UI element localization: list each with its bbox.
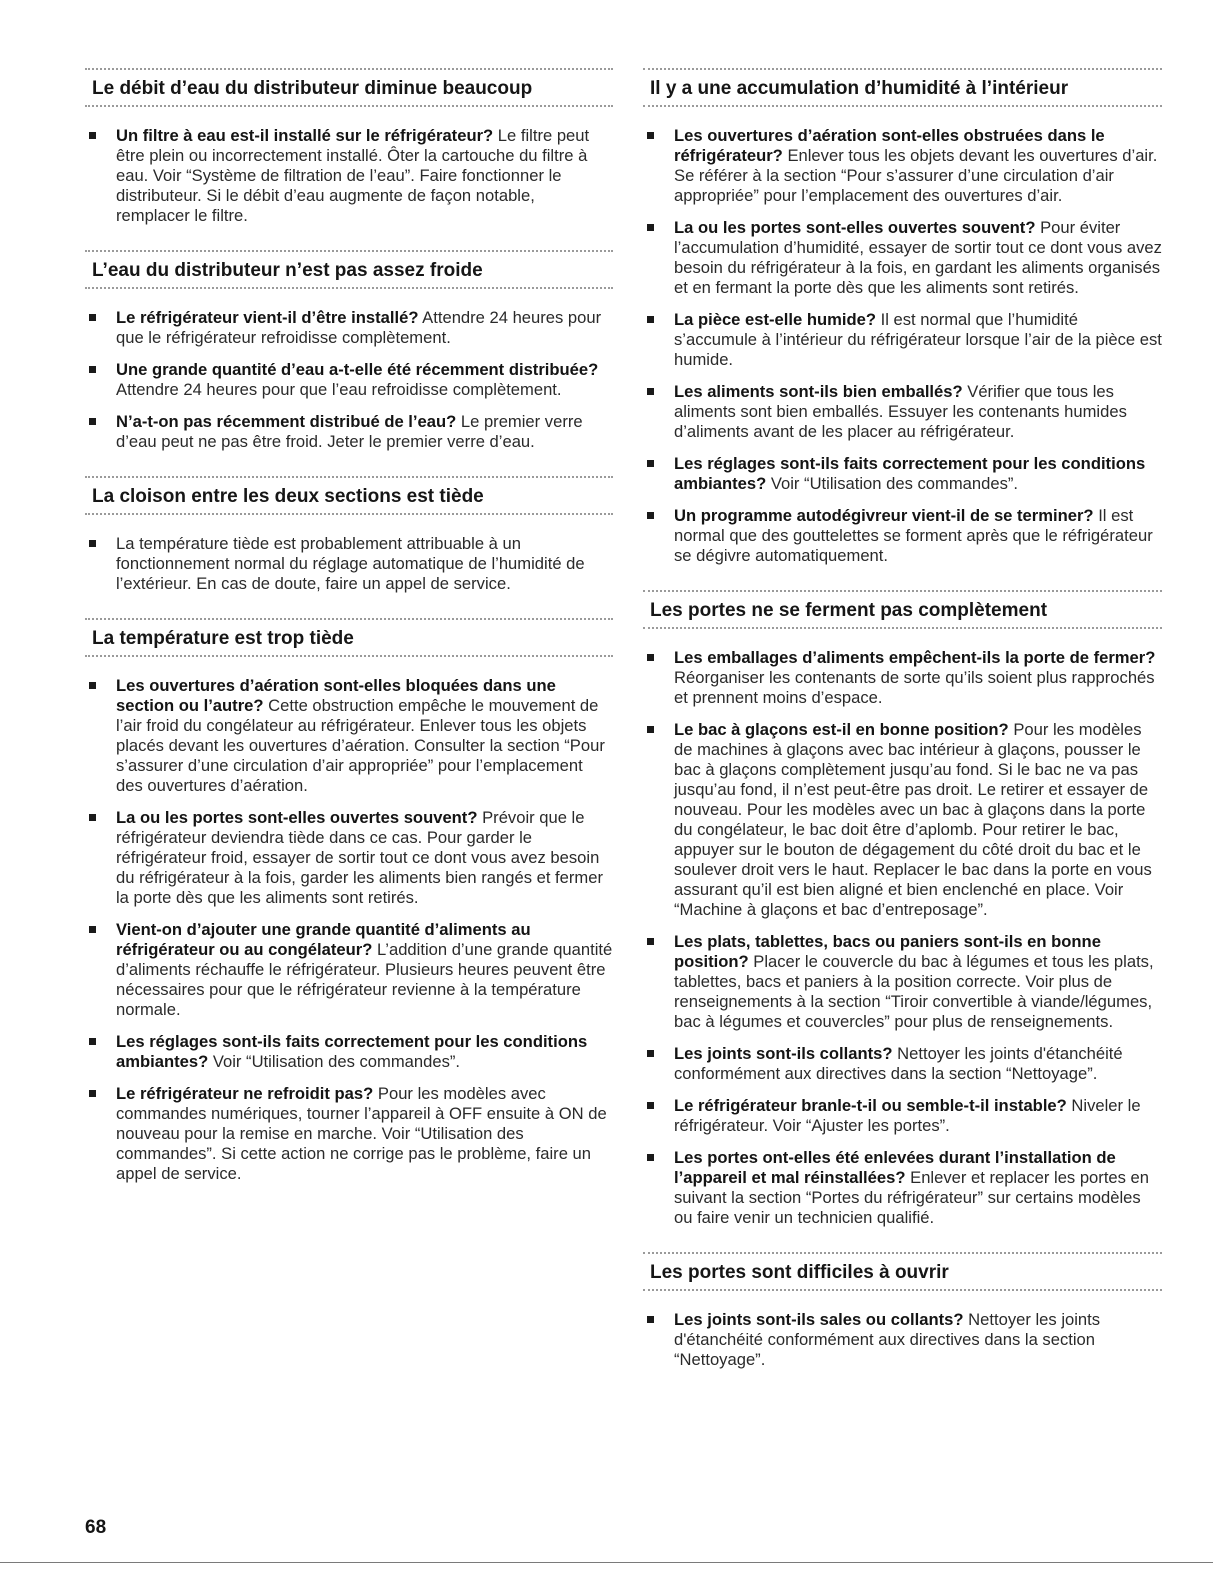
- question-list: [85, 126, 613, 226]
- section-header: [85, 68, 613, 107]
- list-item: [643, 382, 1162, 442]
- list-item: [643, 310, 1162, 370]
- answer-text: Prévoir que le réfrigérateur deviendra tiède dans ce cas. Pour garder le réfrigérateur froid, essayer de sortir tout ce dont vous avez besoin du réfrigérateur à la fois, garder les aliments bien rangés et fermer la porte dès que les aliments sont retirés.: [116, 808, 603, 907]
- list-item: [85, 126, 613, 226]
- question-list: [643, 1310, 1162, 1370]
- answer-text: Placer le couvercle du bac à légumes et tous les plats, tablettes, bacs et paniers à la position correcte. Voir plus de renseignements à la section “Tiroir convertible à viande/légumes, bac à légumes et couvercles” pour plus de renseignements.: [674, 952, 1154, 1031]
- section-header: [85, 476, 613, 515]
- question-text: Les ouvertures d’aération sont-elles obstruées dans le réfrigérateur?: [674, 126, 1105, 165]
- question-text: Un programme autodégivreur vient-il de se terminer?: [674, 506, 1094, 525]
- answer-text: Pour éviter l’accumulation d’humidité, essayer de sortir tout ce dont vous avez besoin du réfrigérateur à la fois, en gardant les aliments organisés et en fermant la porte dès que les aliments sont retirés.: [674, 218, 1162, 297]
- section-title: Il y a une accumulation d’humidité à l’intérieur: [650, 78, 1069, 99]
- section-title: Les portes ne se ferment pas complètement: [650, 600, 1048, 621]
- question-text: Le réfrigérateur vient-il d’être installé?: [116, 308, 419, 327]
- answer-text: La température tiède est probablement attribuable à un fonctionnement normal du réglage automatique de l’humidité de l’extérieur. En cas de doute, faire un appel de service.: [116, 534, 585, 593]
- answer-text: L’addition d’une grande quantité d’aliments réchauffe le réfrigérateur. Plusieurs heures peuvent être nécessaires pour que le réfrigérateur revienne à la température normale.: [116, 940, 613, 1019]
- list-item: [643, 126, 1162, 206]
- question-text: Les joints sont-ils collants?: [674, 1044, 893, 1063]
- list-item: [643, 506, 1162, 566]
- answer-text: Cette obstruction empêche le mouvement de l’air froid du congélateur au réfrigérateur. Enlever tous les objets placés devant les ouvertures d’aération. Consulter la section “Pour s’assurer d’une circulation d’air appropriée” pour l’emplacement des ouvertures d’aération.: [116, 696, 605, 795]
- question-text: Les plats, tablettes, bacs ou paniers sont-ils en bonne position?: [674, 932, 1101, 971]
- list-item: [643, 1310, 1162, 1370]
- answer-text: Enlever tous les objets devant les ouvertures d’air. Se référer à la section “Pour s’assurer d’une circulation d’air appropriée” pour l’emplacement des ouvertures d’air.: [674, 146, 1158, 205]
- list-item: [85, 808, 613, 908]
- section-title: L’eau du distributeur n’est pas assez froide: [92, 260, 483, 281]
- question-text: La ou les portes sont-elles ouvertes souvent?: [116, 808, 478, 827]
- list-item: [85, 360, 613, 400]
- question-text: Les emballages d’aliments empêchent-ils la porte de fermer?: [674, 648, 1156, 667]
- question-text: Le réfrigérateur ne refroidit pas?: [116, 1084, 374, 1103]
- answer-text: Nettoyer les joints d'étanchéité conformément aux directives dans la section “Nettoyage”.: [674, 1310, 1101, 1369]
- section-title: Le débit d’eau du distributeur diminue beaucoup: [92, 78, 533, 99]
- question-list: [643, 126, 1162, 566]
- answer-text: Enlever et replacer les portes en suivant la section “Portes du réfrigérateur” sur certains modèles ou faire venir un technicien qualifié.: [674, 1168, 1150, 1227]
- question-text: Un filtre à eau est-il installé sur le réfrigérateur?: [116, 126, 494, 145]
- answer-text: Il est normal que l’humidité s’accumule à l’intérieur du réfrigérateur lorsque l’air de la pièce est humide.: [674, 310, 1162, 369]
- question-text: N’a-t-on pas récemment distribué de l’eau?: [116, 412, 457, 431]
- list-item: [643, 1096, 1162, 1136]
- answer-text: Le filtre peut être plein ou incorrectement installé. Ôter la cartouche du filtre à eau. Voir “Système de filtration de l’eau”. Faire fonctionner le distributeur. Si le débit d’eau augmente de façon notable, remplacer le filtre.: [116, 126, 590, 225]
- answer-text: Réorganiser les contenants de sorte qu’ils soient plus rapprochés et prennent moins d’espace.: [674, 668, 1155, 707]
- answer-text: Voir “Utilisation des commandes”.: [770, 474, 1018, 493]
- question-list: [643, 648, 1162, 1228]
- section-title: La température est trop tiède: [92, 628, 354, 649]
- answer-text: Nettoyer les joints d'étanchéité conformément aux directives dans la section “Nettoyage”.: [674, 1044, 1123, 1083]
- list-item: [85, 920, 613, 1020]
- list-item: [643, 932, 1162, 1032]
- list-item: [85, 308, 613, 348]
- section-header: [643, 590, 1162, 629]
- list-item: [85, 412, 613, 452]
- section-header: [85, 250, 613, 289]
- question-text: Vient-on d’ajouter une grande quantité d’aliments au réfrigérateur ou au congélateur?: [116, 920, 531, 959]
- bottom-rule: [0, 1562, 1213, 1563]
- list-item: [85, 534, 613, 594]
- answer-text: Il est normal que des gouttelettes se forment après que le réfrigérateur se dégivre automatiquement.: [674, 506, 1153, 565]
- question-text: Le réfrigérateur branle-t-il ou semble-t-il instable?: [674, 1096, 1067, 1115]
- question-text: Une grande quantité d’eau a-t-elle été récemment distribuée?: [116, 360, 599, 379]
- answer-text: Le premier verre d’eau peut ne pas être froid. Jeter le premier verre d’eau.: [116, 412, 583, 451]
- list-item: [643, 720, 1162, 920]
- list-item: [85, 1032, 613, 1072]
- question-text: Les ouvertures d’aération sont-elles bloquées dans une section ou l’autre?: [116, 676, 556, 715]
- section-header: [85, 618, 613, 657]
- list-item: [85, 1084, 613, 1184]
- answer-text: Vérifier que tous les aliments sont bien emballés. Essuyer les contenants humides d’aliments avant de les placer au réfrigérateur.: [674, 382, 1127, 441]
- question-text: Les aliments sont-ils bien emballés?: [674, 382, 963, 401]
- question-text: Les réglages sont-ils faits correctement pour les conditions ambiantes?: [116, 1032, 588, 1071]
- list-item: [643, 218, 1162, 298]
- list-item: [643, 454, 1162, 494]
- answer-text: Pour les modèles de machines à glaçons avec bac intérieur à glaçons, pousser le bac à glaçons complètement jusqu’au fond. Si le bac ne va pas jusqu’au fond, il n’est peut-être pas droit. Le retirer et essayer de nouveau. Pour les modèles avec un bac à glaçons dans la porte du congélateur, le bac doit être d’aplomb. Pour retirer le bac, appuyer sur le bouton de dégagement du côté droit du bac et le soulever droit vers le haut. Replacer le bac dans la porte en vous assurant qu’il est bien aligné et bien enclenché en place. Voir “Machine à glaçons et bac d’entreposage”.: [674, 720, 1152, 919]
- answer-text: Voir “Utilisation des commandes”.: [212, 1052, 460, 1071]
- section-title: La cloison entre les deux sections est tiède: [92, 486, 484, 507]
- page-number: 68: [85, 1517, 107, 1538]
- question-text: Le bac à glaçons est-il en bonne position?: [674, 720, 1009, 739]
- section-header: [643, 1252, 1162, 1291]
- right-column: [643, 68, 1162, 1394]
- question-list: [85, 676, 613, 1184]
- section-title: Les portes sont difficiles à ouvrir: [650, 1262, 949, 1283]
- question-text: Les portes ont-elles été enlevées durant l’installation de l’appareil et mal réinstallées?: [674, 1148, 1116, 1187]
- question-text: La ou les portes sont-elles ouvertes souvent?: [674, 218, 1036, 237]
- question-text: La pièce est-elle humide?: [674, 310, 876, 329]
- list-item: [643, 648, 1162, 708]
- answer-text: Attendre 24 heures pour que le réfrigérateur refroidisse complètement.: [116, 308, 602, 347]
- answer-text: Pour les modèles avec commandes numériques, tourner l’appareil à OFF ensuite à ON de nouveau pour la remise en marche. Voir “Utilisation des commandes”. Si cette action ne corrige pas le problème, faire un appel de service.: [116, 1084, 607, 1183]
- list-item: [643, 1148, 1162, 1228]
- list-item: [85, 676, 613, 796]
- section-header: [643, 68, 1162, 107]
- question-text: Les joints sont-ils sales ou collants?: [674, 1310, 964, 1329]
- answer-text: Attendre 24 heures pour que l’eau refroidisse complètement.: [116, 380, 562, 399]
- question-list: [85, 534, 613, 594]
- question-list: [85, 308, 613, 452]
- left-column: [85, 68, 613, 1208]
- question-text: Les réglages sont-ils faits correctement pour les conditions ambiantes?: [674, 454, 1146, 493]
- list-item: [643, 1044, 1162, 1084]
- answer-text: Niveler le réfrigérateur. Voir “Ajuster les portes”.: [674, 1096, 1141, 1135]
